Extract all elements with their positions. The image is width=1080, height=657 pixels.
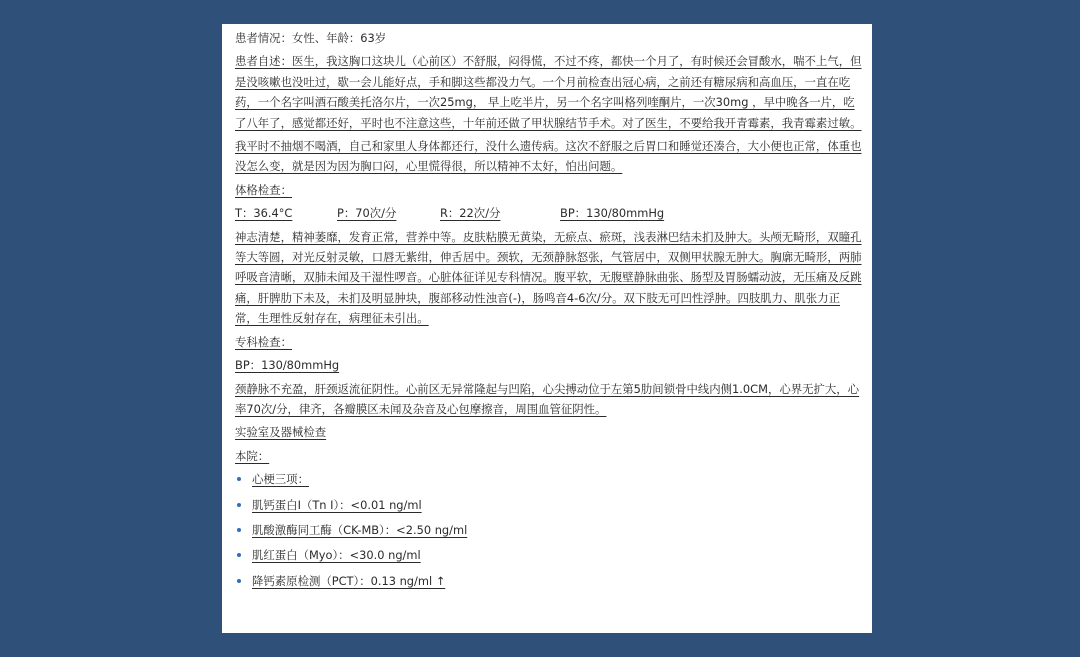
physical-exam-text: 神志清楚，精神萎靡，发育正常，营养中等。皮肤粘膜无黄染，无瘀点、瘀斑，浅表淋巴结未扪及肿大。头颅无畸形，双瞳孔等大等圆，对光反射灵敏，口唇无紫绀，伸舌居中。颈软，无颈静脉怒张，气管居中，双侧甲状腺无肿大。胸廓无畸形，两肺呼吸音清晰，双肺未闻及干湿性啰音。心脏体征详见专科情况。腹平软，无腹壁静脉曲张、肠型及胃肠蠕动波，无压痛及反跳痛，肝脾肋下未及，未扪及明显肿块，腹部移动性浊音(-)，肠鸣音4-6次/分。双下肢无可凹性浮肿。四肢肌力、肌张力正常，生理性反射存在，病理征未引出。	[235, 229, 862, 326]
specialist-exam-title: 专科检查：	[235, 334, 292, 349]
lab-item-text: 心梗三项：	[252, 472, 309, 487]
lab-item-text: 降钙素原检测（PCT）：0.13 ng/ml ↑	[252, 573, 446, 588]
vital-blood-pressure: BP：130/80mmHg	[560, 206, 665, 221]
vital-pulse: P：70次/分	[337, 206, 397, 221]
vital-signs	[235, 203, 862, 223]
history-paragraph: 我平时不抽烟不喝酒，自己和家里人身体都还行，没什么遗传病。这次不舒服之后胃口和睡觉还凑合，大小便也正常，体重也没怎么变，就是因为因为胸口闷，心里慌得很，所以精神不太好，怕出问题。	[235, 139, 862, 174]
list-item	[235, 545, 862, 565]
vital-temperature: T：36.4°C	[235, 206, 293, 221]
medical-record-page	[222, 24, 872, 633]
list-item	[235, 469, 862, 489]
lab-item-text: 肌钙蛋白I（Tn I）：<0.01 ng/ml	[252, 497, 422, 512]
bullet-dot-icon	[237, 477, 241, 481]
lab-item-text: 肌酸激酶同工酶（CK-MB）：<2.50 ng/ml	[252, 522, 468, 537]
lab-item-text: 肌红蛋白（Myo）：<30.0 ng/ml	[252, 548, 421, 563]
vital-respiration: R：22次/分	[440, 206, 501, 221]
lab-exam-title: 实验室及器械检查	[235, 425, 327, 440]
specialist-bp: BP：130/80mmHg	[235, 358, 340, 373]
bullet-dot-icon	[237, 579, 241, 583]
bullet-dot-icon	[237, 528, 241, 532]
list-item	[235, 495, 862, 515]
chief-complaint-paragraph: 患者自述：医生，我这胸口这块儿（心前区）不舒服，闷得慌，不过不疼，都快一个月了，有时候还会冒酸水，喘不上气，但是没咳嗽也没吐过，歇一会儿能好点，手和脚这些都没力气。一个月前检查出冠心病，之前还有糖尿病和高血压，一直在吃药，一个名字叫酒石酸美托洛尔片，一次25mg， 早上吃半片，另一个名字叫格列喹酮片，一次30mg ，早中晚各一片，吃了八年了，感觉都还好，平时也不注意这些，十年前还做了甲状腺结节手术。对了医生，不要给我开青霉素，我青霉素过敏。	[235, 54, 862, 130]
bullet-dot-icon	[237, 553, 241, 557]
list-item	[235, 571, 862, 591]
list-item	[235, 520, 862, 540]
patient-info: 患者情况：女性、年龄：63岁	[235, 31, 387, 45]
bullet-dot-icon	[237, 503, 241, 507]
physical-exam-title: 体格检查：	[235, 182, 292, 197]
specialist-exam-text: 颈静脉不充盈，肝颈返流征阴性。心前区无异常隆起与凹陷，心尖搏动位于左第5肋间锁骨中线内侧1.0CM，心界无扩大，心率70次/分，律齐，各瓣膜区未闻及杂音及心包摩擦音，周围血管征阴性。	[235, 381, 860, 416]
hospital-label: 本院：	[235, 448, 270, 463]
lab-results-list	[235, 469, 862, 591]
